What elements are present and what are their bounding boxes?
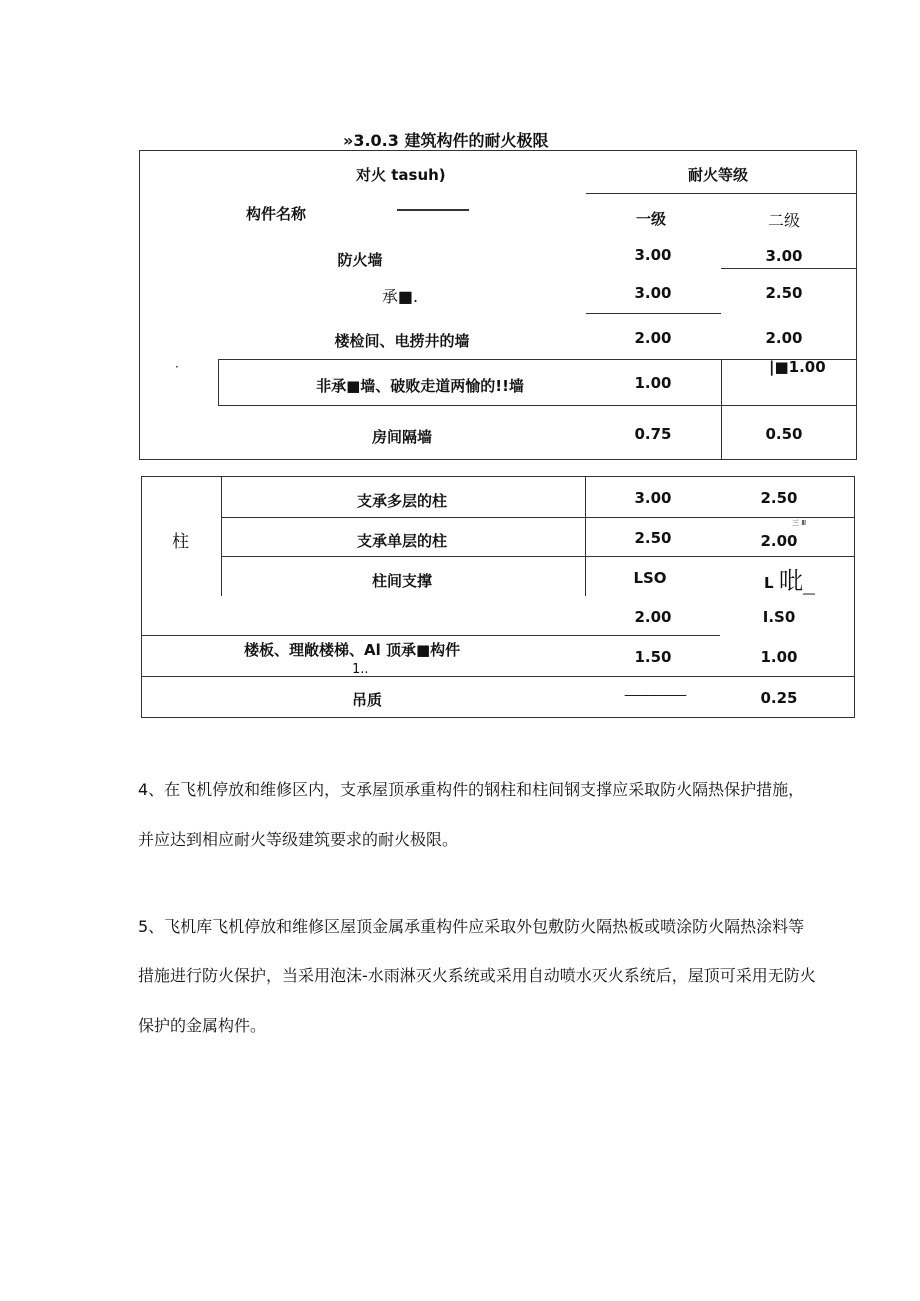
table2-bottom-border [141,717,855,718]
table2-line [221,556,854,557]
row-name: 楼板、理敞楼梯、Al 顶承■构件 [244,641,461,659]
row-grade2-value: 3.00 [765,247,803,265]
row-name: 吊质 [351,691,382,709]
paragraph-5-line-2: 措施进行防火保护，当采用泡沫-水雨淋灭火系统或采用自动喷水灭火系统后，屋顶可采用无防火 [138,966,816,985]
row-name: 支承单层的柱 [356,532,447,550]
noise-mark: 三 Ⅲ [792,519,807,527]
row-grade2-value: 2.00 [760,532,798,550]
row-name: 承■. [381,287,419,306]
table1-line [721,268,856,269]
row-grade1-value: 1.00 [634,374,672,392]
row-grade2-prefix: L [764,574,774,592]
paragraph-5-line-3: 保护的金属构件。 [138,1016,267,1035]
row-name: 楼检间、电捞井的墙 [334,332,470,350]
table-caption: »3.0.3 建筑构件的耐火极限 [343,131,549,150]
row-grade2-value: 1.00 [760,648,798,666]
header-fire-rating: 耐火等级 [688,166,749,184]
group-label-column: 柱 [172,532,189,552]
table2-left-border [141,476,142,717]
row-grade2-value: I.S0 [762,608,796,626]
table2-line [141,635,720,636]
header-grade-1: 一级 [636,210,667,228]
row-name: 非承■墙、破败走道两愉的!!墙 [316,377,524,395]
side-mark: · [175,360,179,374]
table1-bottom-border [139,459,857,460]
table1-header-dash [397,209,469,211]
table2-top-border [141,476,855,477]
table1-line [586,313,721,314]
table2-line [585,476,586,596]
table1-line [218,359,219,405]
row-grade1-value: 2.00 [634,608,672,626]
table2-line [221,476,222,596]
table1-top-border [139,150,857,151]
table2-right-border [854,476,855,717]
row-name: 防火墙 [337,251,383,269]
table1-header-divider [586,193,856,194]
row-grade2-value: 0.50 [765,425,803,443]
row-grade1-value: 3.00 [634,284,672,302]
header-diagonal-label: 对火 tasuh) [356,166,446,184]
table2-line [221,517,854,518]
row-grade1-value: LSO [633,569,667,587]
header-grade-2: 二级 [768,211,801,230]
row-grade2-glyph: 吡_ [779,567,815,595]
row-grade1-value: 0.75 [634,425,672,443]
row-name: 柱间支撑 [371,572,432,590]
table2-line [141,676,854,677]
row-grade1-value: 3.00 [634,246,672,264]
row-grade1-value: 1.50 [634,648,672,666]
row-grade2-value: 2.50 [765,284,803,302]
table1-line [218,405,856,406]
row-grade1-value: 2.50 [634,529,672,547]
table1-line [218,359,856,360]
header-component-name: 构件名称 [246,205,307,223]
paragraph-4-line-1: 4、在飞机停放和维修区内，支承屋顶承重构件的钢柱和柱间钢支撑应采取防火隔热保护措施， [138,780,805,799]
row-grade2-value: 0.25 [760,689,798,707]
row-grade2-value: 2.50 [760,489,798,507]
paragraph-4-line-2: 并应达到相应耐火等级建筑要求的耐火极限。 [138,830,459,849]
row-grade1-value: 3.00 [634,489,672,507]
row-name: 支承多层的柱 [356,492,447,510]
row-grade2-value: 2.00 [765,329,803,347]
row-grade1-dash: —————— [624,688,684,703]
table1-right-border [856,150,857,459]
table1-left-border [139,150,140,459]
row-name-sub: 1.. [352,662,369,677]
row-grade2-value: |■1.00 [769,358,826,376]
row-name: 房间隔墙 [371,428,432,446]
table1-line [721,359,722,459]
row-grade1-value: 2.00 [634,329,672,347]
paragraph-5-line-1: 5、飞机库飞机停放和维修区屋顶金属承重构件应采取外包敷防火隔热板或喷涂防火隔热涂料等 [138,917,805,936]
